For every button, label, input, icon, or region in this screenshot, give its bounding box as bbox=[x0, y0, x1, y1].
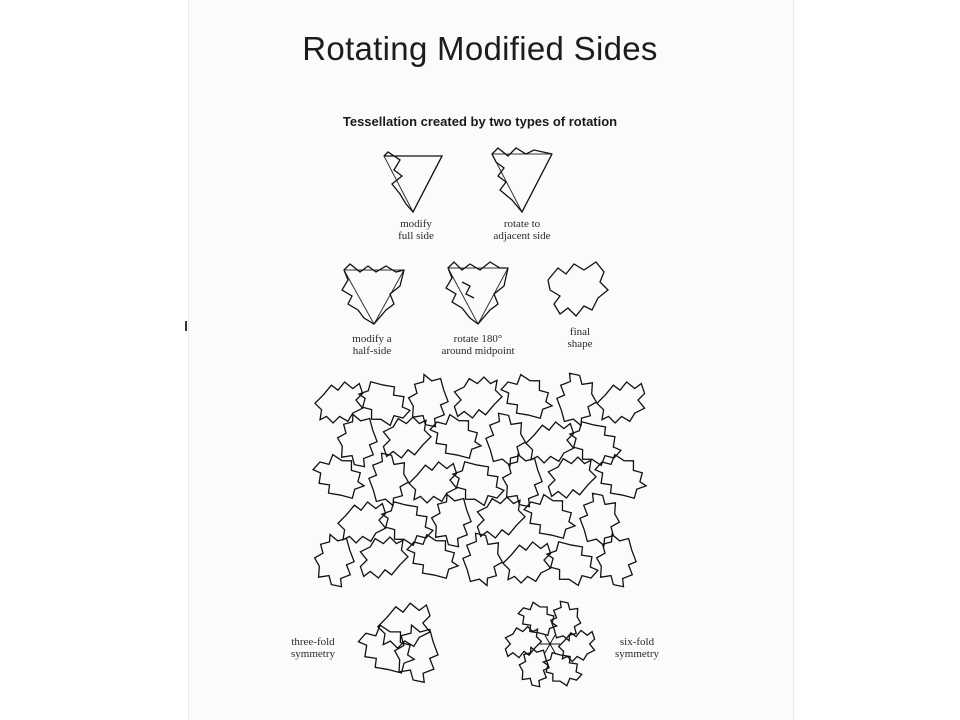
tile-outline bbox=[505, 627, 541, 658]
tile-outline bbox=[551, 601, 581, 640]
rotate-adjacent-figure bbox=[486, 144, 558, 220]
rotate-180-figure bbox=[440, 258, 516, 332]
tile-outline bbox=[503, 542, 551, 583]
tile-outline bbox=[524, 495, 575, 539]
modify-half-side-figure bbox=[338, 262, 410, 332]
tile-outline bbox=[454, 377, 502, 418]
tile-outline bbox=[432, 495, 472, 547]
tessellation-pattern bbox=[312, 378, 646, 578]
tile-outline bbox=[378, 603, 430, 648]
page-title: Rotating Modified Sides bbox=[302, 30, 658, 67]
tile-outline bbox=[395, 625, 438, 682]
tile-outline bbox=[526, 422, 574, 463]
tile-outline bbox=[430, 415, 481, 459]
center-spoke bbox=[550, 644, 555, 653]
caption-final-shape: final shape bbox=[567, 326, 593, 350]
caption-rotate-adjacent: rotate to adjacent side bbox=[493, 218, 551, 242]
scan-mark bbox=[185, 321, 187, 331]
tile-outline bbox=[313, 455, 364, 499]
tile-outline bbox=[580, 493, 620, 545]
document-page bbox=[188, 0, 794, 720]
tile-outline bbox=[501, 375, 552, 419]
tile-outline bbox=[519, 647, 549, 686]
caption-modify-full-side: modify full side bbox=[398, 218, 434, 242]
tile-outline bbox=[597, 382, 645, 423]
tile-outline bbox=[548, 457, 596, 498]
caption-three-fold: three-fold symmetry bbox=[291, 636, 335, 660]
center-spoke bbox=[550, 635, 555, 644]
caption-modify-half-side: modify a half-side bbox=[352, 333, 392, 357]
tile-outline bbox=[463, 533, 503, 585]
tile-outline bbox=[360, 537, 408, 578]
tile-outline bbox=[369, 453, 409, 505]
page-subtitle: Tessellation created by two types of rotation bbox=[342, 114, 618, 129]
tile-outline bbox=[338, 415, 378, 467]
modify-full-side-figure bbox=[380, 150, 450, 220]
center-spoke bbox=[545, 635, 550, 644]
center-spoke bbox=[545, 644, 550, 653]
final-shape-figure bbox=[540, 258, 612, 324]
tile-outline bbox=[338, 502, 386, 543]
tile-outline bbox=[486, 413, 526, 465]
caption-six-fold: six-fold symmetry bbox=[615, 636, 659, 660]
tile-outline bbox=[557, 373, 597, 425]
caption-rotate-180: rotate 180° around midpoint bbox=[441, 333, 515, 357]
